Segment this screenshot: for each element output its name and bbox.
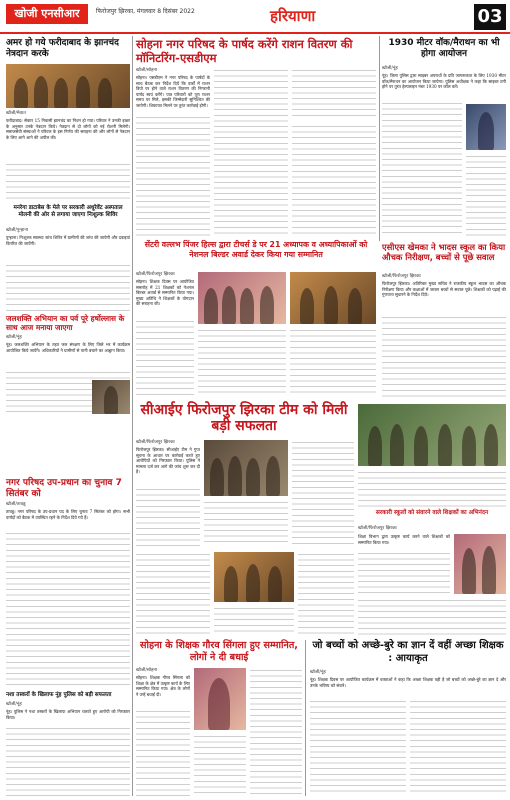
headline-khemka: एसीएस खेमका ने भादस स्कूल का किया औचक निरीक्षण, बच्चों से पूछे सवाल	[382, 242, 506, 262]
body-children-col2	[410, 699, 506, 796]
headline-amar: अमर हो गये फरीदाबाद के झानचंद नेत्रदान करके	[6, 38, 119, 59]
photo-teachers	[454, 534, 506, 594]
body-election-cont	[6, 531, 130, 689]
body-ration-cont	[136, 115, 210, 237]
byline-children: खोजी/नूंह	[310, 670, 326, 675]
byline-pension: खोजी/पुन्हाना	[6, 228, 28, 233]
photo-cisf	[204, 440, 288, 496]
headline-children: जो बच्चों को अच्छे-बुरे का ज्ञान दें वहीं अच्छा शिक्षक : आयाकृत	[312, 640, 504, 664]
body-teachers-cont	[358, 551, 450, 594]
headline-pension: मनरेगा डाटाबेस के मेले पर सरकारी अधूरेवेंट अस्पताल मोलनी की ओर से लगाया जाएगा निःशुल्क शिविर	[13, 205, 123, 218]
headline-election: नगर परिषद उप-प्रधान का चुनाव 7 सितंबर को	[6, 478, 122, 499]
dateline: फिरोजपुर झिरका, मंगलवार 8 दिसंबर 2022	[96, 8, 195, 15]
body-cisf-col3	[292, 440, 354, 547]
byline-singla: खोजी/सोहना	[136, 668, 158, 673]
body-khemka: फिरोजपुर झिरका। अतिरिक्त मुख्य सचिव ने राजकीय स्कूल भादस का औचक निरीक्षण किया और कक्षाओं में जाकर बच्चों से सवाल पूछे। शिक्षकों को पढ़ाई की गुणवत्ता सुधारने के निर्देश दिये।	[382, 281, 506, 298]
body-sorty-col2	[198, 328, 286, 397]
body-jalshakti: नूंह। जलशक्ति अभियान के तहत जल संरक्षण के लिए जिले भर में कार्यक्रम आयोजित किये जायेंगे। अधिकारियों ने ग्रामीणों से पानी बचाने का आह्वान किया।	[6, 342, 130, 353]
body-teachers: शिक्षा विभाग द्वारा उत्कृष्ट कार्य करने वाले शिक्षकों को सम्मानित किया गया।	[358, 534, 450, 545]
byline-cisf: खोजी/फिरोजपुर झिरका	[136, 440, 175, 445]
body-pension-cont	[6, 263, 130, 311]
headline-sorty: सेंटरी वल्लभ पिंजर हिल्स द्वारा टीचर्स डे पर 21 अध्यापक व अध्यापिकाओं को नेशनल बिल्डर अवार्ड देकर किया गया सम्मानित	[144, 240, 368, 259]
photo-marathon	[466, 104, 506, 150]
byline-khemka: खोजी/फिरोजपुर झिरका	[382, 274, 421, 279]
photo-sorty-2	[290, 272, 376, 324]
headline-ration: सोहना नगर परिषद के पार्षद करेंगे राशन वितरण की मॉनिटरिंग-एसडीएम	[136, 37, 353, 65]
byline-ration: खोजी/सोहना	[136, 68, 158, 73]
column-divider	[132, 36, 133, 796]
body-police-cont	[6, 726, 130, 796]
body-singla-col3	[250, 668, 302, 796]
body-cisf-cont	[136, 487, 200, 547]
center-lower-col1	[136, 552, 210, 636]
photo-khemka	[358, 404, 506, 466]
column-divider-right	[379, 36, 380, 241]
byline-amar: खोजी/मेवात	[6, 111, 26, 116]
body-pension: पुन्हाना। निःशुल्क स्वास्थ्य जांच शिविर में ग्रामीणों की जांच की जायेगी और दवाइयां वितरित की जायेंगी।	[6, 235, 130, 246]
body-marathon: नूंह। जिला पुलिस द्वारा साइबर अपराधों के प्रति जागरूकता के लिए 1930 मीटर वॉक/मैराथन का आयोजन किया जायेगा। पुलिस अधीक्षक ने कहा कि साइबर ठगी होने पर तुरंत हेल्पलाइन नंबर 1930 पर कॉल करें।	[382, 73, 506, 90]
body-singla-cont	[136, 709, 190, 796]
body-sorty-cont	[136, 319, 194, 397]
body-amar: फरीदाबाद। सेक्टर 15 निवासी झानचंद का निधन हो गया। परिवार ने उनकी इच्छा के अनुसार उनके नेत्रदान किये। नेत्रदान से दो लोगों को नई रोशनी मिलेगी। समाजसेवी संस्थाओं ने परिवार के इस निर्णय की सराहना की और लोगों से नेत्रदान के लिए आगे आने की अपील की।	[6, 118, 130, 140]
byline-election: खोजी/तावडू	[6, 502, 26, 507]
right-lower-col	[358, 598, 506, 636]
bottom-divider	[305, 640, 306, 796]
center-lower-col2	[214, 606, 294, 636]
body-ration-col3	[292, 68, 376, 237]
body-marathon-cont	[382, 101, 462, 237]
photo-amar	[6, 64, 130, 108]
body-sorty-col3	[290, 328, 376, 397]
byline-marathon: खोजी/नूंह	[382, 66, 398, 71]
byline-sorty: खोजी/फिरोजपुर झिरका	[136, 272, 175, 277]
headline-marathon: 1930 मीटर वॉक/मैराथन का भी होगा आयोजन	[388, 38, 500, 59]
byline-police: खोजी/नूंह	[6, 702, 22, 707]
body-children: नूंह। शिक्षक दिवस पर आयोजित कार्यक्रम में वक्ताओं ने कहा कि अच्छा शिक्षक वही है जो बच्चों को अच्छे-बुरे का ज्ञान दे और उनके भविष्य को संवारे।	[310, 677, 506, 688]
body-khemka-col2	[358, 470, 506, 508]
headline-cisf: सीआईए फिरोजपुर झिरका टीम को मिली बड़ी सफलता	[140, 402, 348, 434]
headline-police: नशा तस्करों के खिलाफ नूंह पुलिस को बड़ी सफलता	[6, 692, 112, 698]
body-ration: सोहना। एसडीएम ने नगर परिषद के पार्षदों के साथ बैठक कर निर्देश दिये कि वार्डों में राशन डिपो पर होने वाले राशन वितरण की निगरानी पार्षद स्वयं करेंगे। पात्र परिवारों को पूरा राशन समय पर मिले, इसकी जिम्मेदारी सुनिश्चित की जायेगी। शिकायत मिलने पर तुरंत कार्रवाई होगी।	[136, 75, 210, 108]
center-lower-col3	[298, 552, 354, 636]
byline-jalshakti: खोजी/नूंह	[6, 335, 22, 340]
body-amar-cont	[6, 162, 130, 202]
section-title: हरियाणा	[270, 7, 316, 25]
body-children-col1	[310, 699, 406, 796]
body-election: तावडू। नगर परिषद के उप-प्रधान पद के लिए चुनाव 7 सितंबर को होगा। सभी पार्षदों को बैठक में उपस्थित रहने के निर्देश दिये गये हैं।	[6, 509, 130, 520]
body-cisf-col2	[204, 500, 288, 547]
photo-center-lower	[214, 552, 294, 602]
photo-sorty-1	[198, 272, 286, 324]
body-cisf: फिरोजपुर झिरका। सीआईए टीम ने गुप्त सूचना के आधार पर कार्रवाई करते हुए आरोपियों को गिरफ्तार किया। पुलिस ने मामला दर्ज कर आगे की जांच शुरू कर दी है।	[136, 447, 200, 475]
photo-jalshakti	[92, 380, 130, 414]
body-sorty: सोहना। शिक्षक दिवस पर आयोजित समारोह में 21 शिक्षकों को नेशनल बिल्डर अवार्ड से सम्मानित किया गया। मुख्य अतिथि ने शिक्षकों के योगदान की सराहना की।	[136, 279, 194, 307]
body-singla-col2	[194, 734, 246, 796]
body-ration-col2	[214, 68, 288, 237]
photo-singla	[194, 668, 246, 730]
body-khemka-cont	[382, 315, 506, 397]
headline-jalshakti: जलशक्ति अभियान का पर्व पूरे हर्षोल्लास के साथ आज मनाया जाएगा	[6, 314, 125, 332]
body-marathon-cont2	[466, 154, 506, 237]
body-singla: सोहना। शिक्षक गौरव सिंगला को शिक्षा के क्षेत्र में उत्कृष्ट कार्य के लिए सम्मानित किया गया। क्षेत्र के लोगों ने उन्हें बधाई दी।	[136, 675, 190, 697]
brand-logo: खोजी एनसीआर	[6, 4, 88, 24]
body-police: नूंह। पुलिस ने नशा तस्करों के खिलाफ अभियान चलाते हुए आरोपी को गिरफ्तार किया।	[6, 709, 130, 720]
ration-subhead	[292, 120, 376, 126]
page-number: 03	[474, 4, 506, 30]
headline-teachers: सरकारी स्कूलों को संवारने वाले शिक्षकों का अभिनंदन	[375, 510, 489, 516]
headline-singla: सोहना के शिक्षक गौरव सिंगला हुए सम्मानित, लोगों ने दी बधाई	[140, 640, 298, 663]
byline-teachers: खोजी/फिरोजपुर झिरका	[358, 526, 397, 531]
